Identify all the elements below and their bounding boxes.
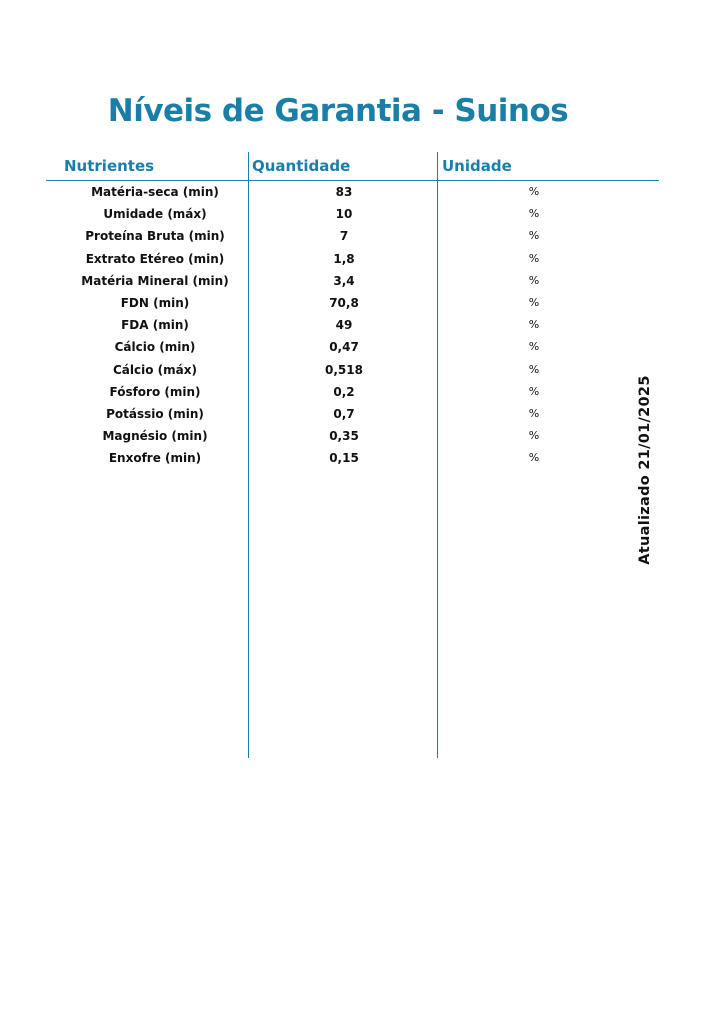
- nutrient-name: Fósforo (min): [109, 384, 201, 399]
- nutrient-unit: %: [528, 406, 540, 420]
- page-title: Níveis de Garantia - Suinos: [107, 93, 569, 129]
- table-row: [0, 381, 724, 403]
- nutrient-unit: %: [528, 384, 540, 398]
- nutrient-unit: %: [528, 295, 540, 309]
- nutrient-quantity: 10: [335, 207, 353, 222]
- nutrient-unit: %: [528, 318, 540, 332]
- table-row: [0, 270, 724, 292]
- nutrient-name: Matéria Mineral (min): [81, 273, 229, 288]
- nutrient-unit: %: [528, 451, 540, 465]
- nutrient-quantity: 0,7: [333, 406, 355, 421]
- nutrient-quantity: 7: [339, 229, 349, 244]
- nutrient-table-body: [0, 181, 724, 469]
- table-row: [0, 181, 724, 203]
- nutrient-unit: %: [528, 251, 540, 265]
- nutrient-unit: %: [528, 362, 540, 376]
- table-row: [0, 225, 724, 247]
- nutrient-name: Potássio (min): [106, 406, 204, 421]
- table-row: [0, 314, 724, 336]
- nutrient-unit: %: [528, 207, 540, 221]
- nutrient-quantity: 49: [335, 318, 353, 333]
- nutrient-name: Proteína Bruta (min): [85, 229, 225, 244]
- nutrient-quantity: 70,8: [329, 295, 359, 310]
- nutrient-quantity: 0,15: [329, 451, 359, 466]
- column-header-unidade: Unidade: [442, 157, 512, 175]
- nutrient-quantity: 1,8: [333, 251, 355, 266]
- nutrient-name: FDN (min): [120, 295, 190, 310]
- nutrient-name: FDA (min): [121, 318, 189, 333]
- nutrient-name: Cálcio (min): [114, 340, 196, 355]
- table-row: [0, 336, 724, 358]
- table-row: [0, 447, 724, 469]
- nutrient-unit: %: [528, 229, 540, 243]
- table-row: [0, 359, 724, 381]
- nutrient-unit: %: [528, 340, 540, 354]
- updated-date-label: Atualizado 21/01/2025: [637, 375, 653, 565]
- table-row: [0, 203, 724, 225]
- nutrient-name: Magnésio (min): [102, 429, 208, 444]
- nutrient-unit: %: [528, 429, 540, 443]
- nutrient-quantity: 3,4: [333, 273, 355, 288]
- nutrient-name: Umidade (máx): [103, 207, 207, 222]
- nutrient-name: Matéria-seca (min): [91, 185, 219, 199]
- nutrient-quantity: 0,35: [329, 429, 359, 444]
- table-row: [0, 292, 724, 314]
- column-header-quantidade: Quantidade: [252, 157, 351, 175]
- nutrient-quantity: 83: [335, 185, 353, 199]
- nutrient-quantity: 0,47: [329, 340, 359, 355]
- nutrient-unit: %: [528, 185, 540, 198]
- nutrient-unit: %: [528, 273, 540, 287]
- table-row: [0, 248, 724, 270]
- nutrient-name: Extrato Etéreo (min): [85, 251, 225, 266]
- nutrient-quantity: 0,518: [325, 362, 363, 377]
- nutrient-name: Cálcio (máx): [113, 362, 197, 377]
- nutrient-quantity: 0,2: [333, 384, 355, 399]
- column-header-nutrientes: Nutrientes: [64, 157, 155, 175]
- nutrient-name: Enxofre (min): [108, 451, 202, 466]
- table-row: [0, 425, 724, 447]
- table-row: [0, 403, 724, 425]
